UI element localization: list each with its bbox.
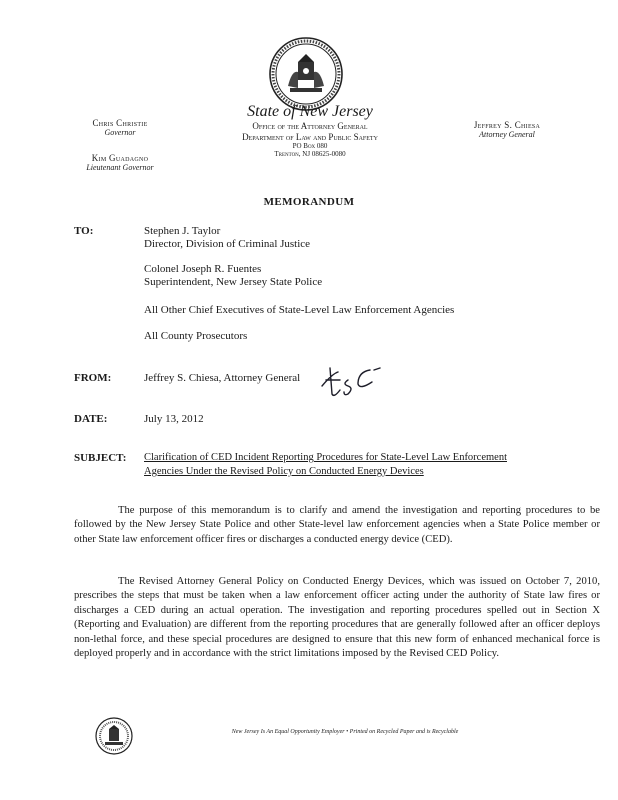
po-box: PO Box 080 xyxy=(292,142,328,151)
from-label: FROM: xyxy=(74,372,112,384)
subject-value xyxy=(144,451,554,479)
footer-seal-icon xyxy=(94,716,134,756)
governor-name: Chris Christie xyxy=(92,118,148,128)
subject-label: SUBJECT: xyxy=(74,452,127,464)
lt-governor-name: Kim Guadagno xyxy=(91,153,149,163)
recipient-4-name: All County Prosecutors xyxy=(144,330,248,342)
state-seal-icon xyxy=(268,36,344,112)
letterhead-center xyxy=(170,103,450,158)
recipient-1 xyxy=(144,225,310,251)
recipient-3 xyxy=(144,304,454,317)
to-label: TO: xyxy=(74,225,94,237)
lt-governor-title: Lieutenant Governor xyxy=(86,163,154,172)
recipient-2-title: Superintendent, New Jersey State Police xyxy=(144,276,323,288)
footer-text: New Jersey Is An Equal Opportunity Employer • Printed on Recycled Paper and is Recyclable xyxy=(231,729,459,735)
signature-initials xyxy=(318,364,386,400)
from-value: Jeffrey S. Chiesa, Attorney General xyxy=(144,372,301,384)
memo-title: MEMORANDUM xyxy=(263,196,355,208)
recipient-2-name: Colonel Joseph R. Fuentes xyxy=(144,263,262,275)
recipient-1-title: Director, Division of Criminal Justice xyxy=(144,238,311,250)
letterhead-right xyxy=(432,120,582,139)
recipient-1-name: Stephen J. Taylor xyxy=(144,225,221,237)
recipient-4 xyxy=(144,330,247,343)
body-paragraph-1: The purpose of this memorandum is to clarify and amend the investigation and reporting procedures to be followed by the New Jersey State Police and other State-level law enforcement agencies when a State Police member or other State law enforcement officer fires or discharges a conducted energy device (CED). xyxy=(74,505,600,545)
recipient-2 xyxy=(144,263,322,289)
subject-line-1: Clarification of CED Incident Reporting Procedures for State-Level Law Enforcement xyxy=(144,452,507,463)
date-value: July 13, 2012 xyxy=(144,413,204,425)
state-name: State of New Jersey xyxy=(247,103,373,120)
department-name: Department of Law and Public Safety xyxy=(242,131,378,142)
governor-title: Governor xyxy=(104,128,136,137)
body-paragraph-2: The Revised Attorney General Policy on Conducted Energy Devices, which was issued on October 7, 2010, prescribes the steps that must be taken when a law enforcement officer acting under the authority of State law fires or discharges a CED during an actual operation. The investigation and reporting procedures spelled out in Section X (Reporting and Evaluation) are different from the reporting procedures that are generally followed after an officer deploys non-lethal force, and these special procedures are designed to ensure that this new form of enhanced mechanical force is deployed properly and in accordance with the strict limitations imposed by the Revised CED Policy. xyxy=(74,576,600,660)
ag-name: Jeffrey S. Chiesa xyxy=(473,120,541,130)
office-name: Office of the Attorney General xyxy=(252,121,368,132)
subject-line-2: Agencies Under the Revised Policy on Conducted Energy Devices xyxy=(144,466,424,477)
city-line: Trenton, NJ 08625-0080 xyxy=(274,150,346,159)
ag-title: Attorney General xyxy=(479,130,535,139)
date-label: DATE: xyxy=(74,413,108,425)
recipient-3-name: All Other Chief Executives of State-Level Law Enforcement Agencies xyxy=(144,304,455,316)
